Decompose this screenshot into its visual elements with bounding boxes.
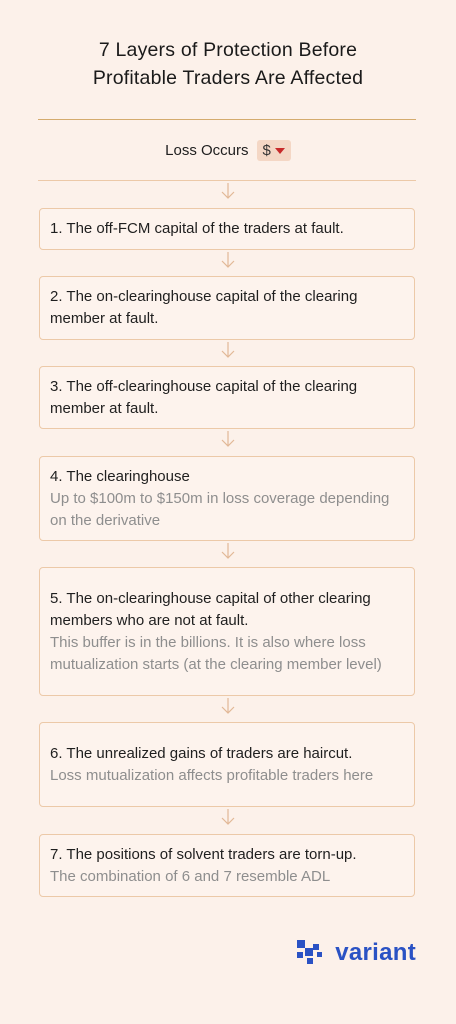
brand-logo — [297, 938, 416, 968]
layer-card-1 — [39, 208, 415, 250]
layer-description: Up to $100m to $150m in loss coverage depending on the derivative — [50, 489, 390, 529]
layer-description: The combination of 6 and 7 resemble ADL — [50, 867, 331, 885]
brand-name: variant — [335, 939, 416, 966]
down-triangle-icon — [275, 148, 285, 154]
layer-card-6 — [39, 722, 415, 807]
down-arrow-icon — [220, 251, 236, 269]
down-arrow-icon — [220, 430, 236, 448]
down-arrow-icon — [220, 697, 236, 715]
layer-card-4 — [39, 456, 415, 541]
down-arrow-icon — [220, 341, 236, 359]
layer-card-7 — [39, 834, 415, 897]
loss-label: Loss Occurs — [165, 142, 249, 159]
down-arrow-icon — [220, 182, 236, 200]
layer-card-5 — [39, 567, 415, 696]
layer-description: This buffer is in the billions. It is also where loss mutualization starts (at the clearing member level) — [50, 633, 382, 673]
loss-occurs-row — [0, 140, 456, 161]
layer-title: 5. The on-clearinghouse capital of other clearing members who are not at fault. — [50, 589, 371, 629]
down-arrow-icon — [220, 808, 236, 826]
dollar-sign: $ — [262, 142, 271, 159]
page-title — [0, 36, 456, 92]
title-divider — [38, 119, 416, 120]
layer-title: 3. The off-clearinghouse capital of the clearing member at fault. — [50, 377, 358, 417]
layer-title: 7. The positions of solvent traders are torn-up. — [50, 845, 357, 863]
layer-title: 2. The on-clearinghouse capital of the clearing member at fault. — [50, 288, 358, 327]
loss-divider — [38, 180, 416, 181]
variant-logo-icon — [297, 938, 327, 968]
loss-badge — [257, 140, 291, 161]
layer-title: 1. The off-FCM capital of the traders at fault. — [50, 220, 344, 237]
layer-title: 6. The unrealized gains of traders are haircut. — [50, 744, 353, 762]
layer-card-2 — [39, 276, 415, 340]
down-arrow-icon — [220, 542, 236, 560]
layer-card-3 — [39, 366, 415, 429]
layer-description: Loss mutualization affects profitable traders here — [50, 766, 374, 784]
title-line-2: Profitable Traders Are Affected — [92, 67, 364, 89]
title-line-1: 7 Layers of Protection Before — [98, 39, 358, 61]
layer-title: 4. The clearinghouse — [50, 467, 190, 485]
